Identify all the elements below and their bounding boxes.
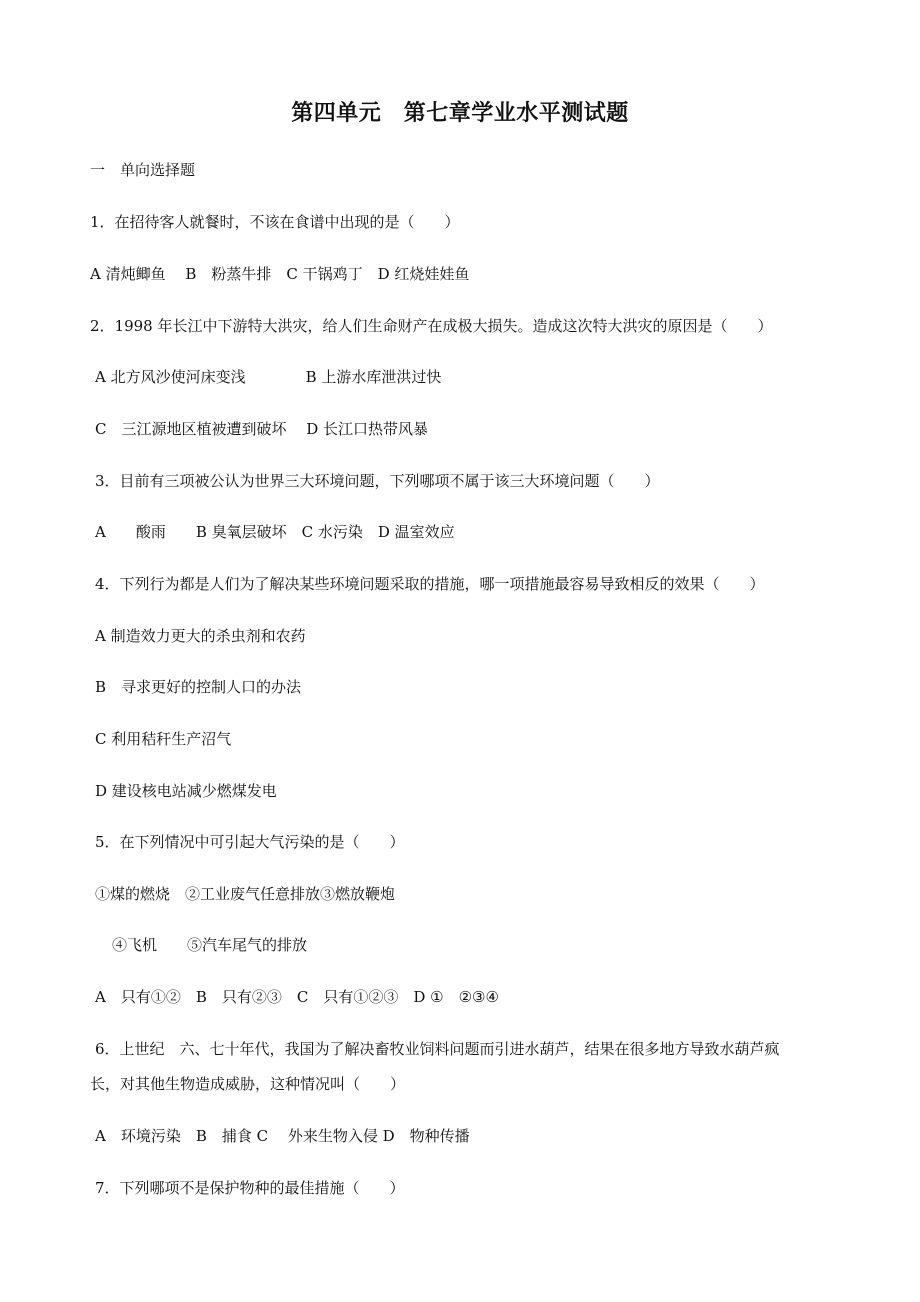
question-2-stem: 2．1998 年长江中下游特大洪灾，给人们生命财产在成极大损失。造成这次特大洪灾的原因是（ ） [90, 317, 773, 335]
question-3-options: A 酸雨 B 臭氧层破坏 C 水污染 D 温室效应 [95, 523, 455, 541]
question-4-stem: 4．下列行为都是人们为了解决某些环境问题采取的措施，哪一项措施最容易导致相反的效果（ ） [95, 575, 765, 593]
question-1-stem: 1．在招待客人就餐时，不该在食谱中出现的是（ ） [90, 213, 460, 231]
question-4-option-c: C 利用秸秆生产沼气 [95, 730, 232, 748]
document-title: 第四单元 第七章学业水平测试题 [291, 101, 629, 126]
question-6-options: A 环境污染 B 捕食 C 外来生物入侵 D 物种传播 [95, 1127, 470, 1145]
question-1-options: A 清炖鲫鱼 B 粉蒸牛排 C 干锅鸡丁 D 红烧娃娃鱼 [90, 265, 470, 283]
question-5-stem: 5．在下列情况中可引起大气污染的是（ ） [95, 833, 405, 851]
question-2-options-row-2: C 三江源地区植被遭到破坏 D 长江口热带风暴 [95, 420, 429, 438]
section-heading: 一 单向选择题 [90, 161, 196, 179]
question-7-stem: 7．下列哪项不是保护物种的最佳措施（ ） [95, 1179, 405, 1197]
question-3-stem: 3．目前有三项被公认为世界三大环境问题，下列哪项不属于该三大环境问题（ ） [95, 472, 660, 490]
question-5-items-row-2: ④飞机 ⑤汽车尾气的排放 [97, 936, 308, 954]
question-6-stem: 6．上世纪 六、七十年代，我国为了解决畜牧业饲料问题而引进水葫芦，结果在很多地方导致水葫芦疯 [95, 1040, 780, 1058]
question-4-option-a: A 制造效力更大的杀虫剂和农药 [95, 627, 306, 645]
question-4-option-b: B 寻求更好的控制人口的办法 [95, 678, 302, 696]
question-2-options-row-1: A 北方风沙使河床变浅 B 上游水库泄洪过快 [95, 368, 442, 386]
question-4-option-d: D 建设核电站减少燃煤发电 [95, 782, 277, 800]
question-6-stem-continued: 长，对其他生物造成威胁，这种情况叫（ ） [90, 1075, 406, 1093]
question-5-items-row-1: ①煤的燃烧 ②工业废气任意排放③燃放鞭炮 [95, 885, 396, 903]
question-5-options: A 只有①② B 只有②③ C 只有①②③ D ① ②③④ [95, 988, 499, 1006]
